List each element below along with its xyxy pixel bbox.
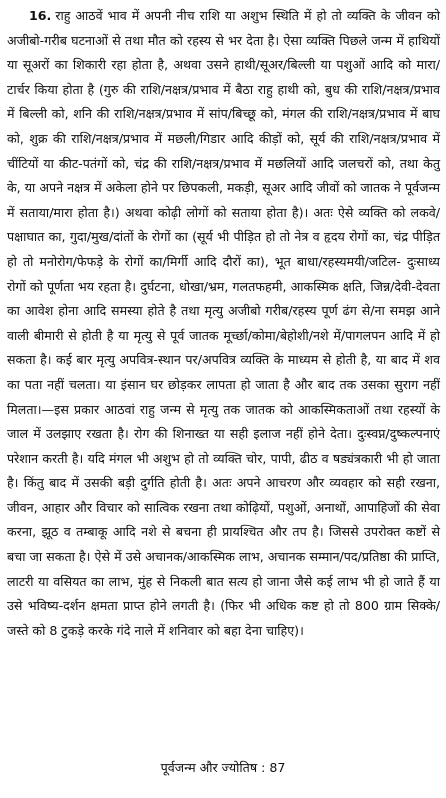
paragraph-number: 16. xyxy=(29,8,52,23)
page-footer: पूर्वजन्म और ज्योतिष : 87 xyxy=(160,760,286,775)
paragraph-16 xyxy=(7,4,440,643)
paragraph-text: राहु आठवें भाव में अपनी नीच राशि या अशुभ स्थिति में हो तो व्यक्ति के जीवन को अजीबो-गरीब घटनाओं से तथा मौत को रहस्य से भर देता है। ऐसा व्यक्ति पिछले जन्म में हाथियों या सूअरों का शिकारी रहा होता है, अथवा उसने हाथी/सूअर/बिल्ली या पशुओं आदि को मारा/टार्चर किया होता है (गुरु की राशि/नक्षत्र/प्रभाव में बैठा राहु हाथी को, बुध की राशि/नक्षत्र/प्रभाव में बिल्ली को, शनि की राशि/नक्षत्र/प्रभाव में सांप/बिच्छू को, मंगल की राशि/नक्षत्र/प्रभाव में बाघ को, शुक्र की राशि/नक्षत्र/प्रभाव में मछली/गिडार आदि कीड़ों को, सूर्य की राशि/नक्षत्र/प्रभाव में चींटियों या कीट-पतंगों को, चंद्र की राशि/नक्षत्र/प्रभाव में मछलियों आदि जलचरों को, तथा केतु के, या अपने नक्षत्र में अकेला होने पर छिपकली, मकड़ी, सूअर आदि जीवों को जातक ने पूर्वजन्म में सताया/मारा होता है।) अथवा कोढ़ी लोगों को सताया होता है)। अतः ऐसे व्यक्ति को लकवे/पक्षाघात का, गुदा/मुख/दांतों के रोगों का (सूर्य भी पीड़ित हो तो नेत्र व हृदय रोगों का, चंद्र पीड़ित हो तो मनोरोग/फेफड़े के रोगों का/मिर्गी आदि दौरों का), भूत बाधा/रहस्यमयी/जटिल- दुःसाध्य रोगों को पूर्णता भय रहता है। दुर्घटना, धोखा/भ्रम, गलतफहमी, आकस्मिक क्षति, जिन्न/देवी-देवता का आवेश होना आदि समस्या होते है तथा मृत्यु अजीबो गरीब/रहस्य पूर्ण ढंग से/ना समझ आने वाली बीमारी से होती है या मृत्यु से पूर्व जातक मूर्च्छा/कोमा/बेहोशी/नशे में/पागलपन आदि में हो सकता है। कई बार मृत्यु अपवित्र-स्थान पर/अपवित्र व्यक्ति के माध्यम से होती है, या बाद में शव का पता नहीं चलता। या इंसान घर छोड़कर लापता हो जाता है और बाद तक उसका सुराग नहीं मिलता।—इस प्रकार आठवां राहु जन्म से मृत्यु तक जातक को आकस्मिकताओं तथा रहस्यों के जाल में उलझाए रखता है। रोग की शिनाख्त या सही इलाज नहीं होने देता। दुःस्वप्न/दुष्कल्पनाएं परेशान करती है। यदि मंगल भी अशुभ हो तो व्यक्ति चोर, पापी, ढीठ व षड्यंत्रकारी भी हो जाता है। किंतु बाद में उसकी बड़ी दुर्गति होती है। अतः अपने आचरण और व्यवहार को सही रखना, जीवन, आहार और विचार को सात्विक रखना तथा कोढ़ियों, पशुओं, अनाथों, आपाहिजों की सेवा करना, झूठ व तम्बाकू आदि नशे से बचना ही प्रायश्चित और तप है। जिससे उपरोक्त कष्टों से बचा जा सकता है। ऐसे में उसे अचानक/आकस्मिक लाभ, अचानक सम्मान/पद/प्रतिष्ठा की प्राप्ति, लाटरी या वसियत का लाभ, मुंह से निकली बात सत्य हो जाना जैसे कई लाभ भी हो जाते हैं या उसे भविष्य-दर्शन क्षमता प्राप्त होने लगती है। (फिर भी अधिक कष्ट हो तो 800 ग्राम सिक्के/जस्ते को 8 टुकड़े करके गंदे नाले में शनिवार को बहा देना चाहिए)। xyxy=(7,8,440,638)
